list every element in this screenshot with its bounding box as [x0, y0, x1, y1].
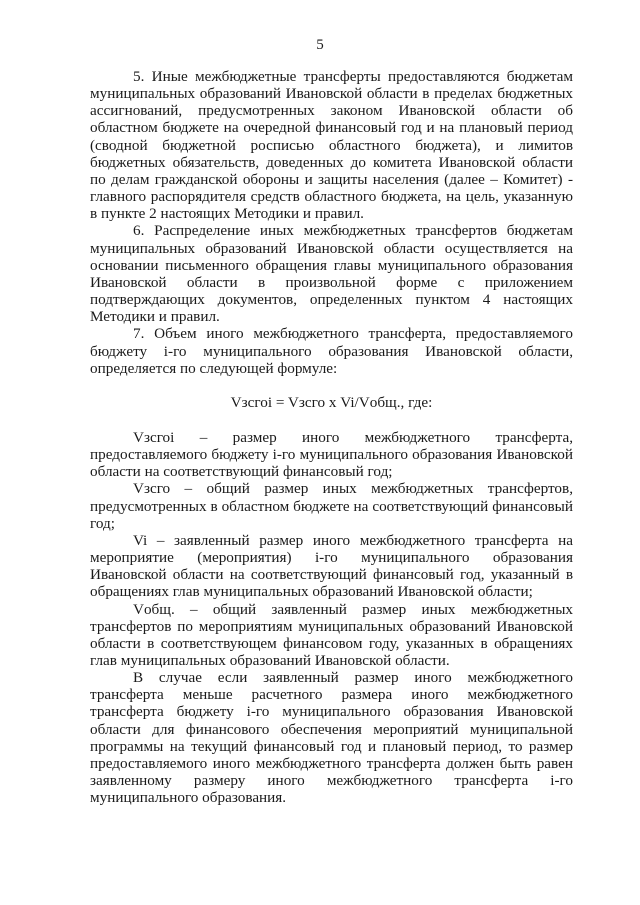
closing-paragraph: В случае если заявленный размер иного межбюджетного трансферта меньше расчетного размера иного межбюджетного трансферта бюджету i-го муниципального образования Ивановской области для финансового обеспечения мероприятий муниципальной программы на текущий финансовый год и плановый период, то размер предоставляемого иного межбюджетного трансферта должен быть равен заявленному размеру иного межбюджетного трансферта i-го муниципального образования. — [90, 669, 573, 807]
paragraph-7: 7. Объем иного межбюджетного трансферта, предоставляемого бюджету i-го муниципального образования Ивановской области, определяется по следующей формуле: — [90, 325, 573, 377]
formula: Vзсгоi = Vзсго х Vi/Vобщ., где: — [230, 393, 433, 411]
definition-vzsgoi: Vзсгоi – размер иного межбюджетного трансферта, предоставляемого бюджету i-го муниципального образования Ивановской области на соответствующий финансовый год; — [90, 428, 573, 481]
paragraph-6: 6. Распределение иных межбюджетных трансфертов бюджетам муниципальных образований Ивановской области осуществляется на основании письменного обращения главы муниципального образования Ивановской области в произвольной форме с приложением подтверждающих документов, определенных пунктом 4 настоящих Методики и правил. — [90, 222, 573, 326]
definition-vobsch: Vобщ. – общий заявленный размер иных межбюджетных трансфертов по мероприятиям муниципальных образований Ивановской области в соответствующем финансовом году, указанных в обращениях глав муниципальных образований Ивановской области. — [90, 600, 573, 669]
definition-vi: Vi – заявленный размер иного межбюджетного трансферта на мероприятие (мероприятия) i-го муниципального образования Ивановской области на соответствующий финансовый год, указанный в обращениях глав муниципальных образований Ивановской области; — [90, 531, 573, 601]
paragraph-5: 5. Иные межбюджетные трансферты предоставляются бюджетам муниципальных образований Ивановской области в пределах бюджетных ассигнований, предусмотренных законом Ивановской области об областном бюджете на очередной финансовый год и на плановый период (сводной бюджетной росписью областного бюджета), и лимитов бюджетных обязательств, доведенных до комитета Ивановской области по делам гражданской обороны и защиты населения (далее – Комитет) - главного распорядителя средств областного бюджета, на цель, указанную в пункте 2 настоящих Методики и правил. — [90, 68, 573, 223]
definition-vzsgo: Vзсго – общий размер иных межбюджетных трансфертов, предусмотренных в областном бюджете на соответствующий финансовый год; — [90, 480, 573, 532]
document-body — [90, 68, 573, 806]
page-number: 5 — [316, 37, 324, 53]
